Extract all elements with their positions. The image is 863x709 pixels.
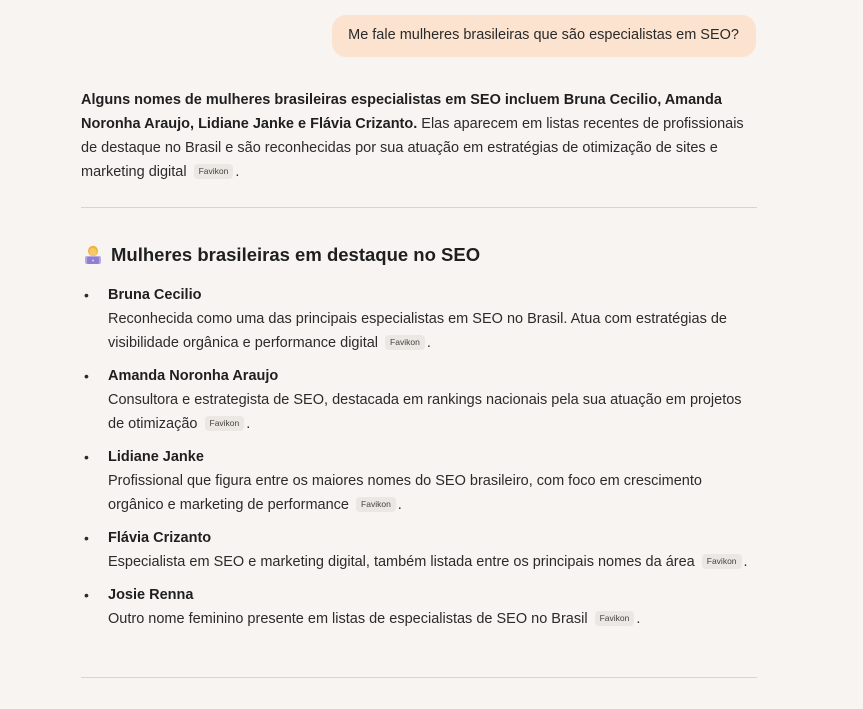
- citation-chip[interactable]: Favikon: [702, 554, 742, 569]
- citation-chip[interactable]: Favikon: [356, 497, 396, 512]
- item-desc: Especialista em SEO e marketing digital, também listada entre os principais nomes da área: [108, 554, 695, 570]
- item-desc: Reconhecida como uma das principais especialistas em SEO no Brasil. Atua com estratégias de visibilidade orgânica e performance digital: [108, 311, 727, 351]
- citation-chip[interactable]: Favikon: [385, 335, 425, 350]
- citation-chip[interactable]: Favikon: [205, 416, 245, 431]
- bullet: •: [84, 368, 89, 384]
- experts-list: [81, 283, 757, 640]
- divider-bottom: [81, 677, 757, 678]
- bullet: •: [84, 449, 89, 465]
- bullet: •: [84, 587, 89, 603]
- citation-chip[interactable]: Favikon: [595, 611, 635, 626]
- item-desc: Consultora e estrategista de SEO, destacada em rankings nacionais pela sua atuação em projetos de otimização: [108, 392, 742, 432]
- citation-chip[interactable]: Favikon: [194, 164, 234, 179]
- item-desc: Profissional que figura entre os maiores nomes do SEO brasileiro, com foco em crescimento orgânico e marketing de performance: [108, 473, 702, 513]
- item-end: .: [426, 335, 431, 351]
- item-name: Lidiane Janke: [108, 449, 204, 465]
- list-item: [81, 526, 757, 574]
- item-name: Josie Renna: [108, 587, 194, 603]
- item-name: Amanda Noronha Araujo: [108, 368, 279, 384]
- item-name: Bruna Cecilio: [108, 287, 202, 303]
- list-item: [81, 583, 757, 631]
- user-message-bubble: Me fale mulheres brasileiras que são especialistas em SEO?: [332, 15, 756, 57]
- bullet: •: [84, 530, 89, 546]
- item-name: Flávia Crizanto: [108, 530, 212, 546]
- woman-technologist-icon: [84, 245, 102, 265]
- list-item: [81, 364, 757, 436]
- answer-bold-intro: Alguns nomes de mulheres brasileiras especialistas em SEO incluem Bruna Cecilio, Amanda Noronha Araujo, Lidiane Janke e Flávia Crizanto.: [81, 92, 722, 132]
- divider-top: [81, 207, 757, 208]
- section-title: Mulheres brasileiras em destaque no SEO: [111, 244, 481, 265]
- answer-end: .: [235, 164, 240, 180]
- item-end: .: [743, 554, 748, 570]
- list-item: [81, 445, 757, 517]
- section-heading: [84, 243, 480, 267]
- bullet: •: [84, 287, 89, 303]
- item-desc: Outro nome feminino presente em listas de especialistas de SEO no Brasil: [108, 611, 588, 627]
- item-end: .: [246, 416, 251, 432]
- user-message-row: [332, 15, 756, 57]
- answer-text: Elas aparecem em listas recentes de profissionais de destaque no Brasil e são reconhecidas por sua atuação em estratégias de otimização de sites e marketing digital: [81, 116, 744, 180]
- answer-paragraph: [81, 88, 757, 184]
- list-item: [81, 283, 757, 355]
- item-end: .: [397, 497, 402, 513]
- item-end: .: [636, 611, 641, 627]
